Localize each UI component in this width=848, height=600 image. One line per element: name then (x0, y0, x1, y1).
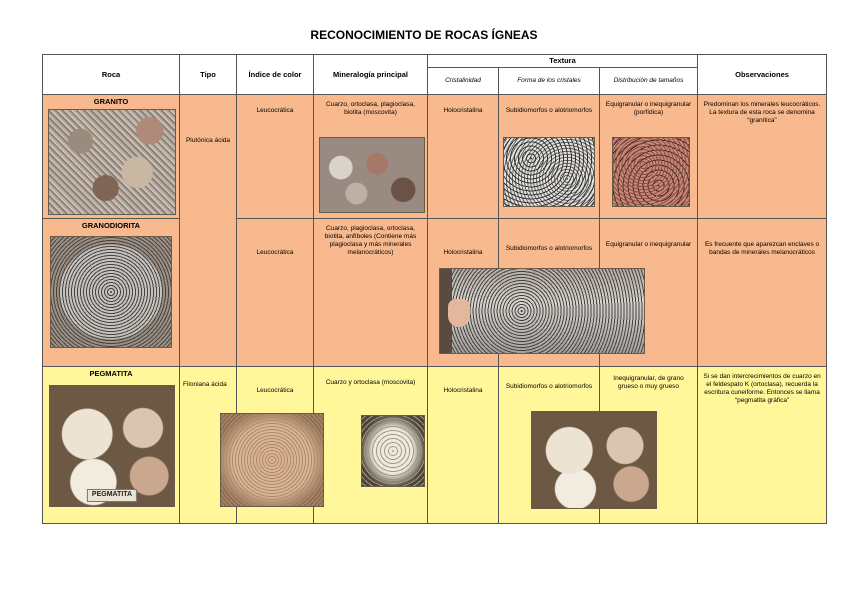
granodiorite-core-photo (439, 268, 645, 354)
crystal-shape: Subidiomorfos o alotriomorfos (505, 245, 593, 252)
crystal-shape: Subidiomorfos o alotriomorfos (505, 107, 593, 114)
page-title: RECONOCIMIENTO DE ROCAS ÍGNEAS (310, 28, 538, 42)
porphyritic-photo (612, 137, 690, 207)
rock-name: GRANITO (93, 97, 129, 106)
table-row (43, 95, 827, 219)
crystallinity: Holocristalina (443, 107, 483, 114)
size-distribution: Equigranular o inequigranular (porfídica) (605, 101, 692, 117)
header-tipo: Tipo (180, 55, 237, 95)
crystallinity: Holocristalina (443, 249, 483, 256)
header-distribucion: Distribución de tamaños (600, 68, 698, 95)
rock-table (42, 54, 827, 524)
minerals-photo (319, 137, 425, 213)
pegmatite-crystal-photo (361, 415, 425, 487)
rock-type: Filoniana ácida (183, 381, 227, 388)
color-index: Leucocrática (256, 107, 294, 114)
observations: Es frecuente que aparezcan enclaves o bandas de minerales melanocráticos (704, 241, 820, 257)
table-row (43, 367, 827, 524)
color-index: Leucocrática (256, 387, 294, 394)
photo-label: PEGMATITA (87, 489, 137, 502)
mineralogy: Cuarzo, ortoclasa, plagioclasa, biotita (moscovita) (326, 101, 415, 117)
pegmatite-photo (49, 385, 175, 507)
header-cristalinidad: Cristalinidad (428, 68, 499, 95)
granite-texture-photo (503, 137, 595, 207)
header-mineralogia: Mineralogía principal (314, 55, 428, 95)
rock-name: PEGMATITA (89, 369, 133, 378)
observations: Si se dan intercrecimientos de cuarzo en el feldespato K (ortoclasa), recuerda la escritura cuneiforme. Entonces se llama “pegmatita gráfica” (703, 373, 821, 405)
pegmatite-tan-photo (220, 413, 324, 507)
granite-photo (48, 109, 176, 215)
mineralogy: Cuarzo, plagioclasa, ortoclasa, biotita, anfíboles (Contiene más plagioclasa y más minerales melanocráticos) (324, 225, 417, 257)
rock-name: GRANODIORITA (81, 221, 141, 230)
header-roca: Roca (43, 55, 180, 95)
pegmatite-sample-photo (531, 411, 657, 509)
size-distribution: Inequigranular, de grano grueso o muy grueso (613, 375, 684, 391)
rock-type: Plutónica ácida (185, 137, 231, 144)
header-indice: Índice de color (237, 55, 314, 95)
granodiorite-photo (50, 236, 172, 348)
observations: Predominan los minerales leucocráticos. La textura de esta roca se denomina “granítica” (703, 101, 821, 125)
size-distribution: Equigranular o inequigranular (605, 241, 692, 248)
hand-shape (448, 299, 470, 327)
header-forma: Forma de los cristales (499, 68, 600, 95)
table-row (43, 219, 827, 367)
crystallinity: Holocristalina (443, 387, 483, 394)
crystal-shape: Subidiomorfos o alotriomorfos (505, 383, 593, 390)
header-observaciones: Observaciones (698, 55, 827, 95)
mineralogy: Cuarzo y ortoclasa (moscovita) (325, 379, 416, 386)
color-index: Leucocrática (256, 249, 294, 256)
header-textura: Textura (428, 55, 698, 68)
